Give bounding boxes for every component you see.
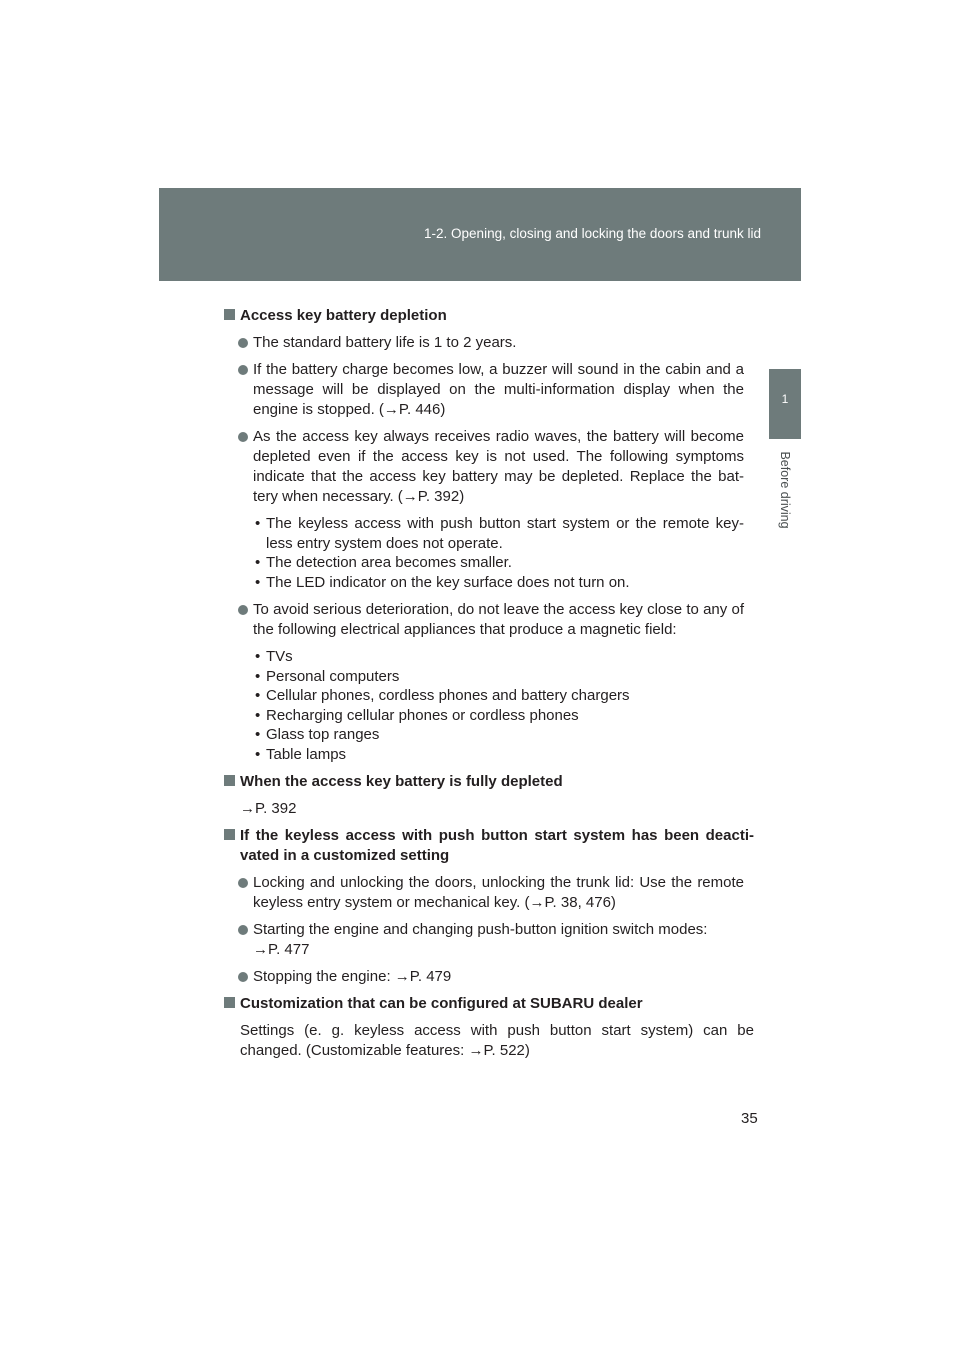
square-bullet-icon	[224, 829, 235, 840]
page-reference-link[interactable]: →P. 392	[240, 800, 297, 817]
list-item: If the battery charge becomes low, a buzzer will sound in the cabin and a message will be displayed on the multi-information display when the engine is stopped. (→P. 446)	[224, 360, 754, 420]
customization-text: Settings (e. g. keyless access with push button start system) can be changed. (Customizable features: →P. 522)	[240, 1022, 754, 1059]
square-bullet-icon	[224, 309, 235, 320]
square-bullet-icon	[224, 775, 235, 786]
round-bullet-icon	[238, 338, 248, 348]
page-reference-link[interactable]: →P. 477	[253, 941, 310, 958]
list-item: The standard battery life is 1 to 2 years.	[224, 333, 754, 353]
round-bullet-icon	[238, 432, 248, 442]
page-number: 35	[741, 1110, 758, 1127]
list-item: As the access key always receives radio waves, the battery will become depleted even if the access key is not used. The following symptoms indicate that the access key battery may be depleted. Replace the bat-tery when necessary. (→P. 392)	[224, 427, 754, 507]
section-heading-battery-depletion: Access key battery depletion	[224, 306, 754, 326]
round-bullet-icon	[238, 878, 248, 888]
appliance-list	[224, 647, 754, 764]
sub-list-item: • Table lamps	[255, 745, 347, 763]
sub-list-item: • The keyless access with push button start system or the remote key-less entry system does not operate.	[255, 515, 744, 552]
chapter-section-title: 1-2. Opening, closing and locking the doors and trunk lid	[424, 226, 761, 241]
sub-list-item: • TVs	[255, 648, 293, 665]
chapter-side-label: Before driving	[778, 451, 792, 529]
round-bullet-icon	[238, 972, 248, 982]
round-bullet-icon	[238, 605, 248, 615]
section-heading-customization: Customization that can be configured at SUBARU dealer	[224, 994, 754, 1014]
sub-list-item: • Recharging cellular phones or cordless phones	[255, 706, 579, 724]
sub-list-item: • The detection area becomes smaller.	[255, 554, 512, 571]
round-bullet-icon	[238, 365, 248, 375]
list-item: Stopping the engine: →P. 479	[224, 967, 754, 987]
sub-list-item: • Cellular phones, cordless phones and battery chargers	[255, 687, 630, 704]
chapter-header-bar	[159, 188, 801, 281]
chapter-side-tab[interactable]	[769, 369, 801, 439]
square-bullet-icon	[224, 997, 235, 1008]
list-item: Locking and unlocking the doors, unlocking the trunk lid: Use the remote keyless entry system or mechanical key. (→P. 38, 476)	[224, 873, 754, 913]
chapter-number: 1	[781, 392, 789, 406]
symptom-list	[224, 514, 754, 592]
sub-list-item: • Glass top ranges	[255, 726, 380, 743]
sub-list-item: • Personal computers	[255, 667, 400, 685]
section-heading-deactivated: If the keyless access with push button start system has been deacti-vated in a customized setting	[224, 826, 754, 866]
sub-list-item: • The LED indicator on the key surface does not turn on.	[255, 573, 630, 591]
section-heading-fully-depleted: When the access key battery is fully depleted	[224, 772, 754, 792]
round-bullet-icon	[238, 925, 248, 935]
list-item: Starting the engine and changing push-button ignition switch modes: →P. 477	[224, 920, 754, 960]
page-content	[224, 306, 754, 1068]
list-item: To avoid serious deterioration, do not leave the access key close to any of the following electrical appliances that produce a magnetic field:	[224, 600, 754, 640]
